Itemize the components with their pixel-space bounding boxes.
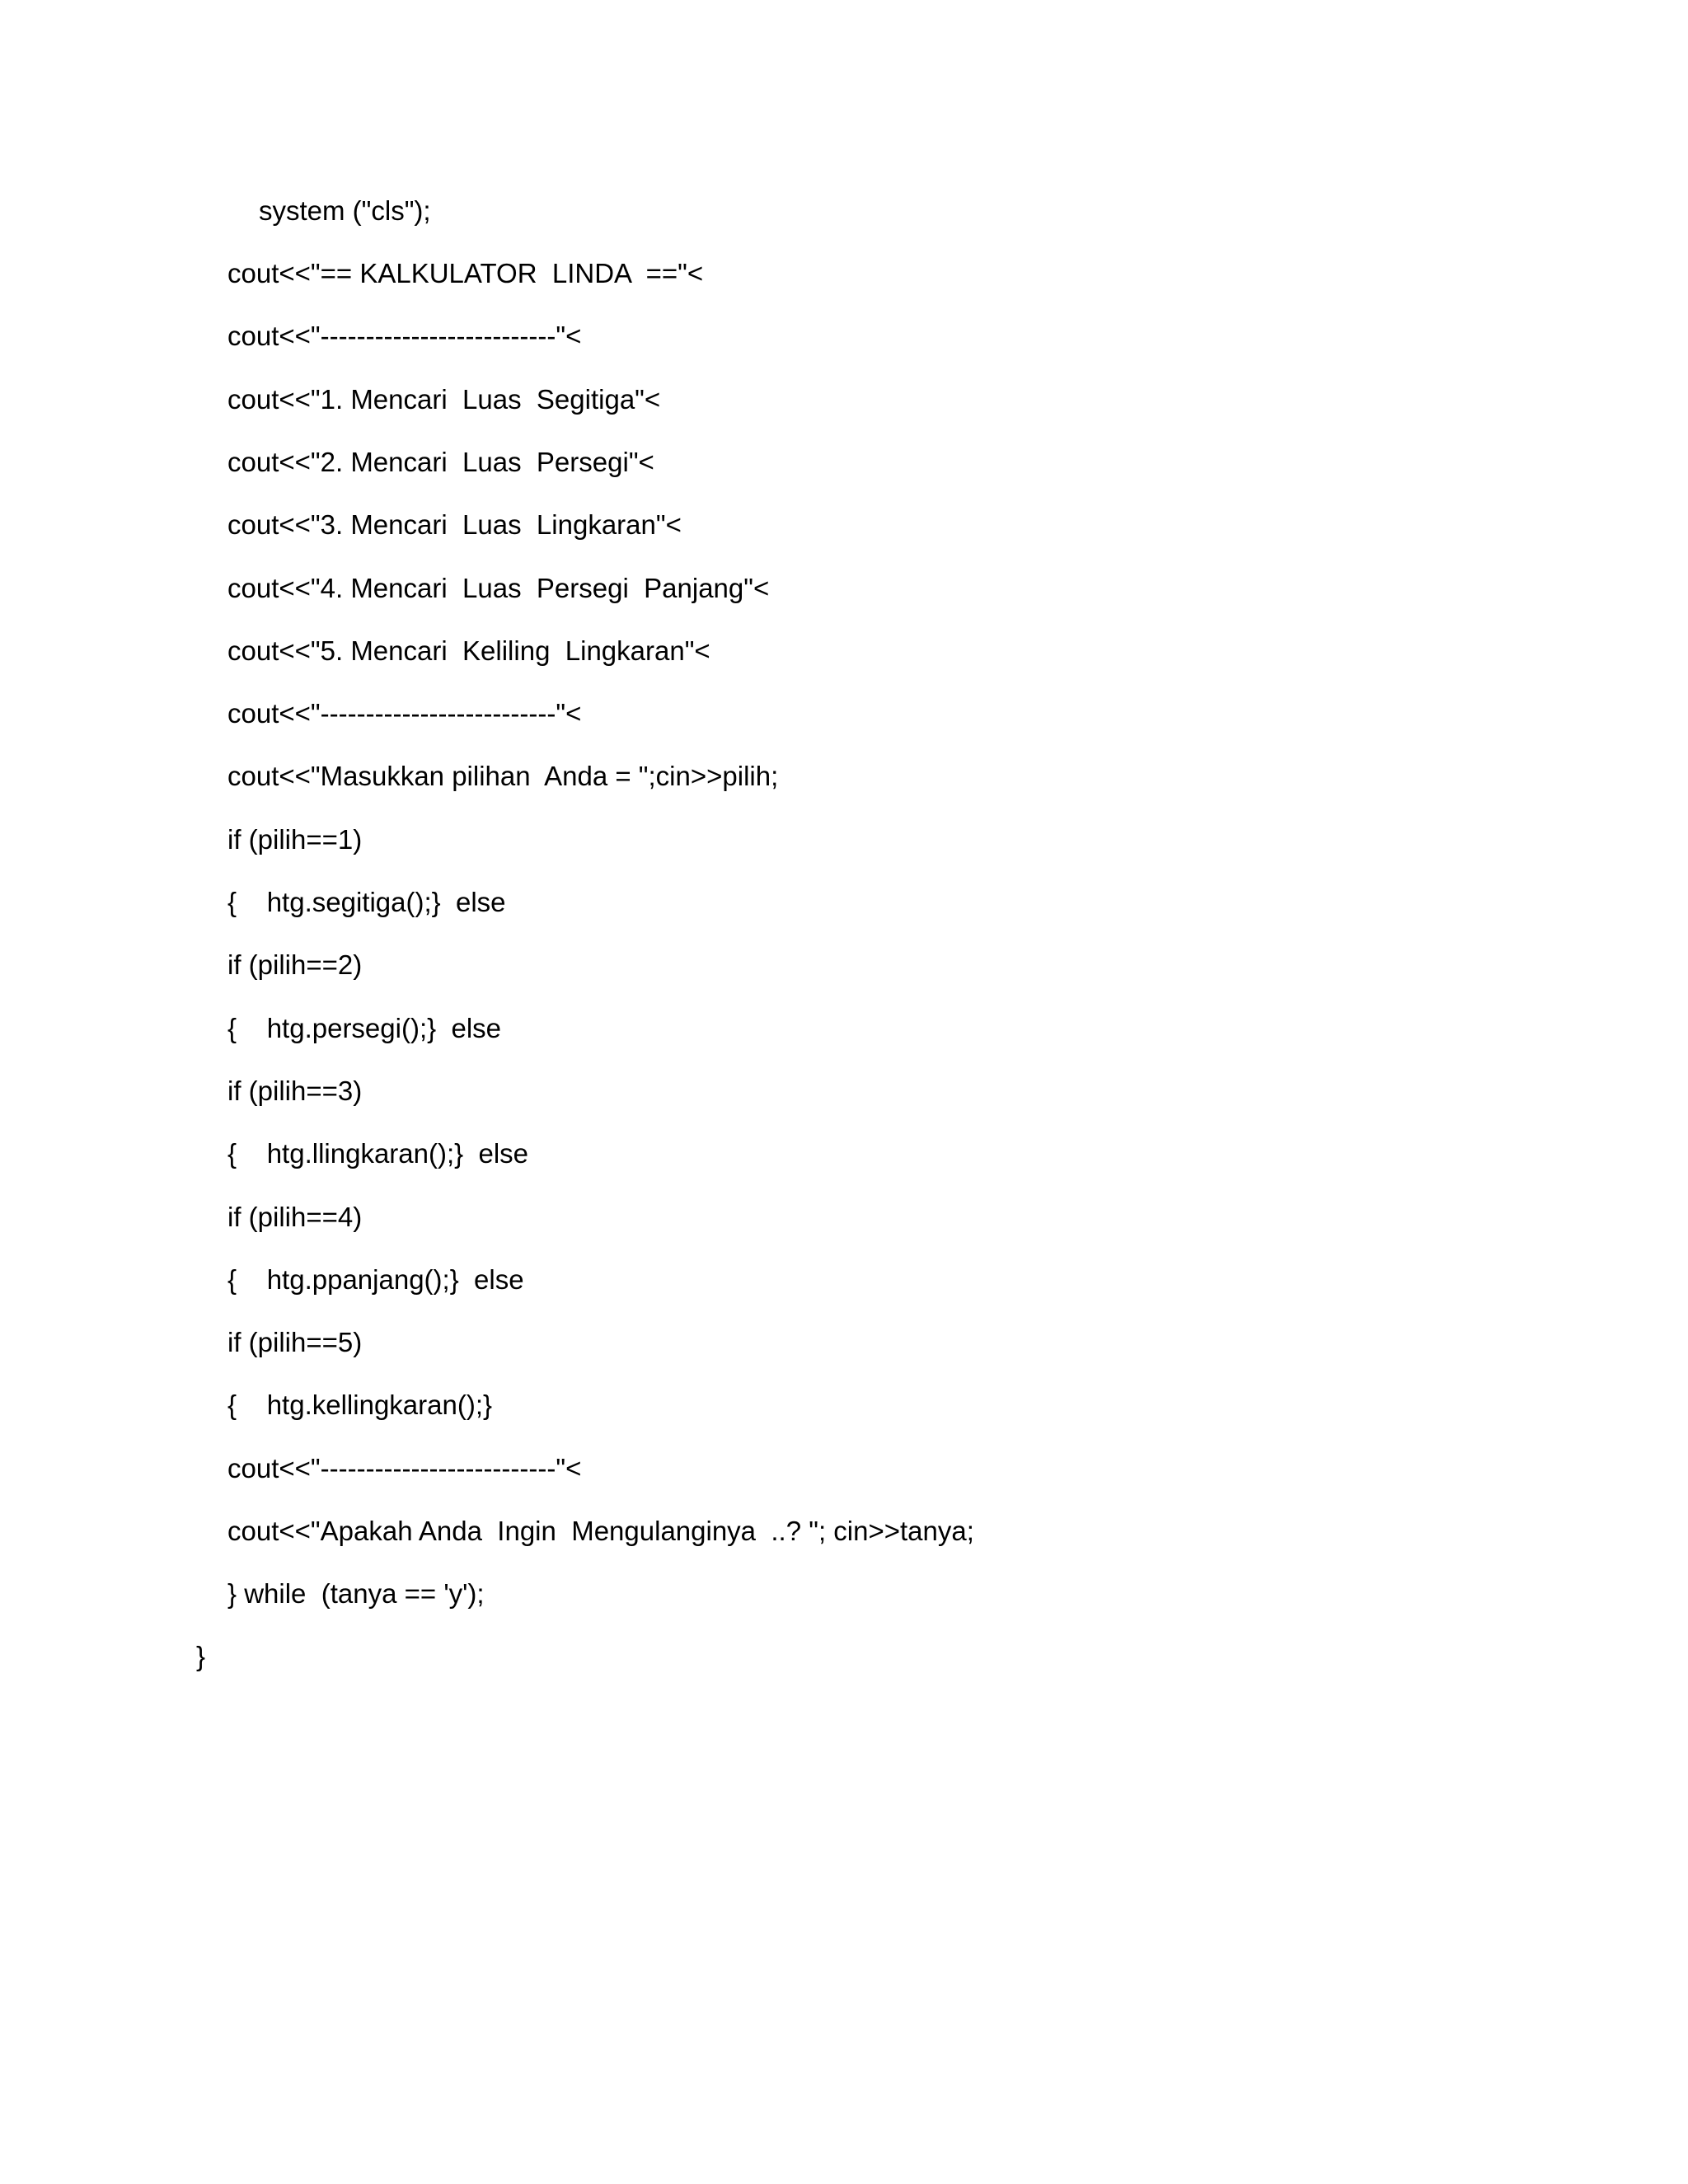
code-line: cout<<"--------------------------"< bbox=[227, 321, 582, 351]
code-line: { htg.ppanjang();} else bbox=[227, 1264, 524, 1295]
code-line: cout<<"--------------------------"< bbox=[227, 698, 582, 729]
code-line: { htg.persegi();} else bbox=[227, 1013, 502, 1043]
code-line: cout<<"4. Mencari Luas Persegi Panjang"< bbox=[227, 573, 770, 603]
code-line: if (pilih==3) bbox=[227, 1076, 363, 1106]
code-line: cout<<"1. Mencari Luas Segitiga"< bbox=[227, 384, 661, 415]
code-line: { htg.llingkaran();} else bbox=[227, 1138, 529, 1169]
code-line: if (pilih==4) bbox=[227, 1202, 363, 1232]
code-line: } while (tanya == 'y'); bbox=[227, 1578, 485, 1609]
code-line: cout<<"5. Mencari Keliling Lingkaran"< bbox=[227, 635, 710, 666]
code-line: { htg.kellingkaran();} bbox=[227, 1390, 493, 1420]
code-line: { htg.segitiga();} else bbox=[227, 887, 506, 917]
code-line: cout<<"2. Mencari Luas Persegi"< bbox=[227, 447, 654, 477]
code-line: cout<<"Masukkan pilihan Anda = ";cin>>pilih; bbox=[227, 761, 779, 791]
code-line: cout<<"3. Mencari Luas Lingkaran"< bbox=[227, 509, 682, 540]
code-line: cout<<"Apakah Anda Ingin Mengulanginya ..? "; cin>>tanya; bbox=[227, 1516, 974, 1546]
code-line: if (pilih==5) bbox=[227, 1327, 363, 1357]
code-line: if (pilih==1) bbox=[227, 824, 363, 855]
code-line: system ("cls"); bbox=[259, 195, 431, 226]
code-line: cout<<"--------------------------"< bbox=[227, 1453, 582, 1483]
code-line: if (pilih==2) bbox=[227, 949, 363, 980]
code-line: } bbox=[196, 1641, 206, 1671]
code-line: cout<<"== KALKULATOR LINDA =="< bbox=[227, 258, 704, 288]
